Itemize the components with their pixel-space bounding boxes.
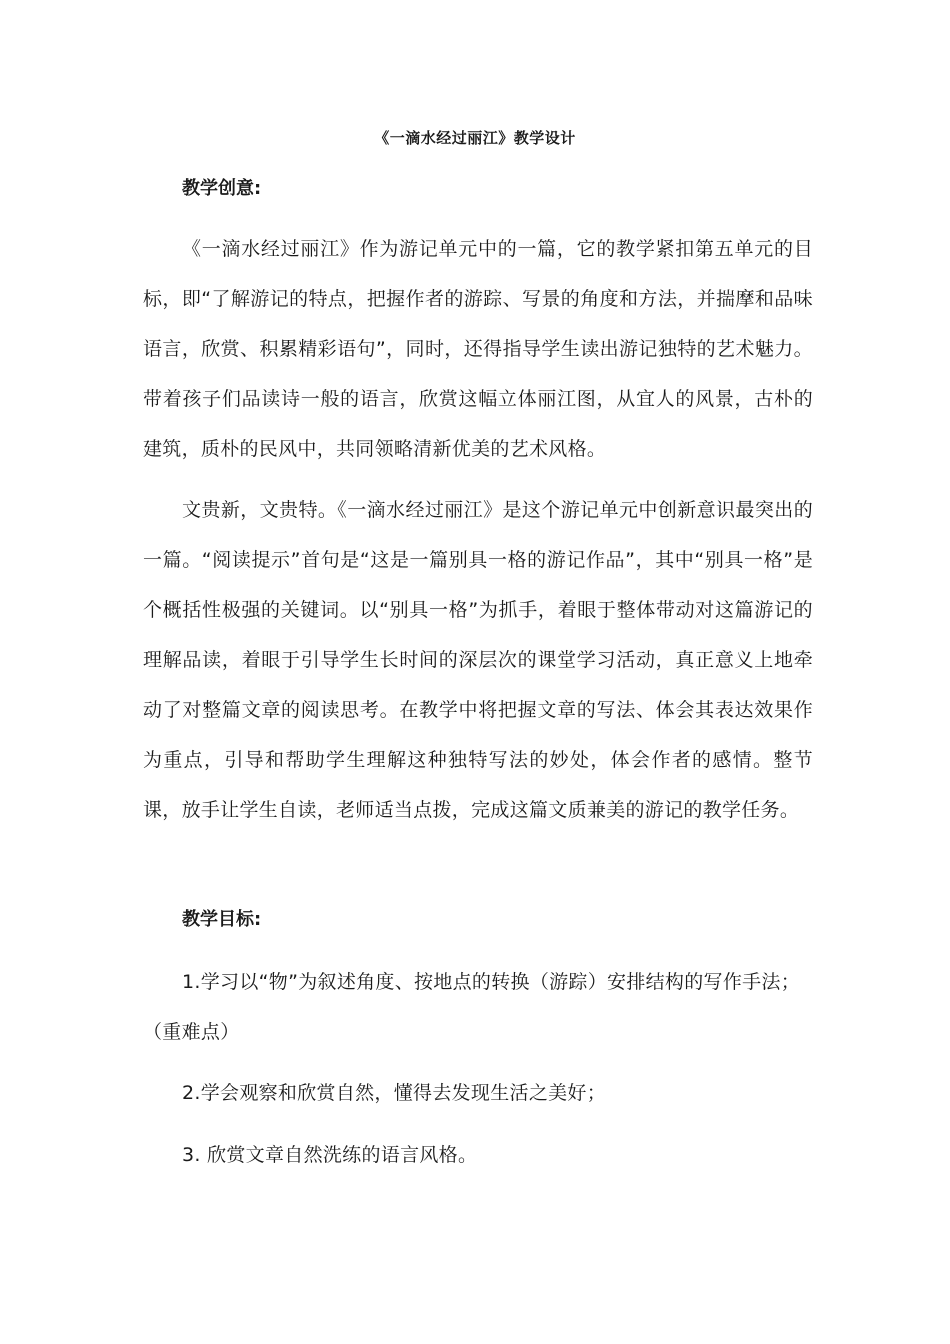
creative-paragraph-2: 文贵新，文贵特。《一滴水经过丽江》是这个游记单元中创新意识最突出的一篇。“阅读提示”首句是“这是一篇别具一格的游记作品”，其中“别具一格”是个概括性极强的关键词。以“别具一格”为抓手，着眼于整体带动对这篇游记的理解品读，着眼于引导学生长时间的深层次的课堂学习活动，真正意义上地牵动了对整篇文章的阅读思考。在教学中将把握文章的写法、体会其表达效果作为重点，引导和帮助学生理解这种独特写法的妙处，体会作者的感情。整节课，放手让学生自读，老师适当点拨，完成这篇文质兼美的游记的教学任务。 — [143, 499, 813, 821]
creative-heading: 教学创意: — [182, 178, 262, 199]
creative-paragraph-1: 《一滴水经过丽江》作为游记单元中的一篇，它的教学紧扣第五单元的目标，即“了解游记的特点，把握作者的游踪、写景的角度和方法，并揣摩和品味语言，欣赏、积累精彩语句”，同时，还得指导学生读出游记独特的艺术魅力。带着孩子们品读诗一般的语言，欣赏这幅立体丽江图，从宜人的风景，古朴的建筑，质朴的民风中，共同领略清新优美的艺术风格。 — [143, 238, 813, 460]
document-title: 《一滴水经过丽江》教学设计 — [374, 129, 576, 147]
objective-item-3: 3. 欣赏文章自然洗练的语言风格。 — [182, 1144, 478, 1166]
objectives-heading: 教学目标: — [182, 909, 262, 930]
objective-item-1: 1.学习以“物”为叙述角度、按地点的转换（游踪）安排结构的写作手法；（重难点） — [143, 971, 801, 1043]
objective-item-2: 2.学会观察和欣赏自然，懂得去发现生活之美好； — [182, 1082, 607, 1104]
